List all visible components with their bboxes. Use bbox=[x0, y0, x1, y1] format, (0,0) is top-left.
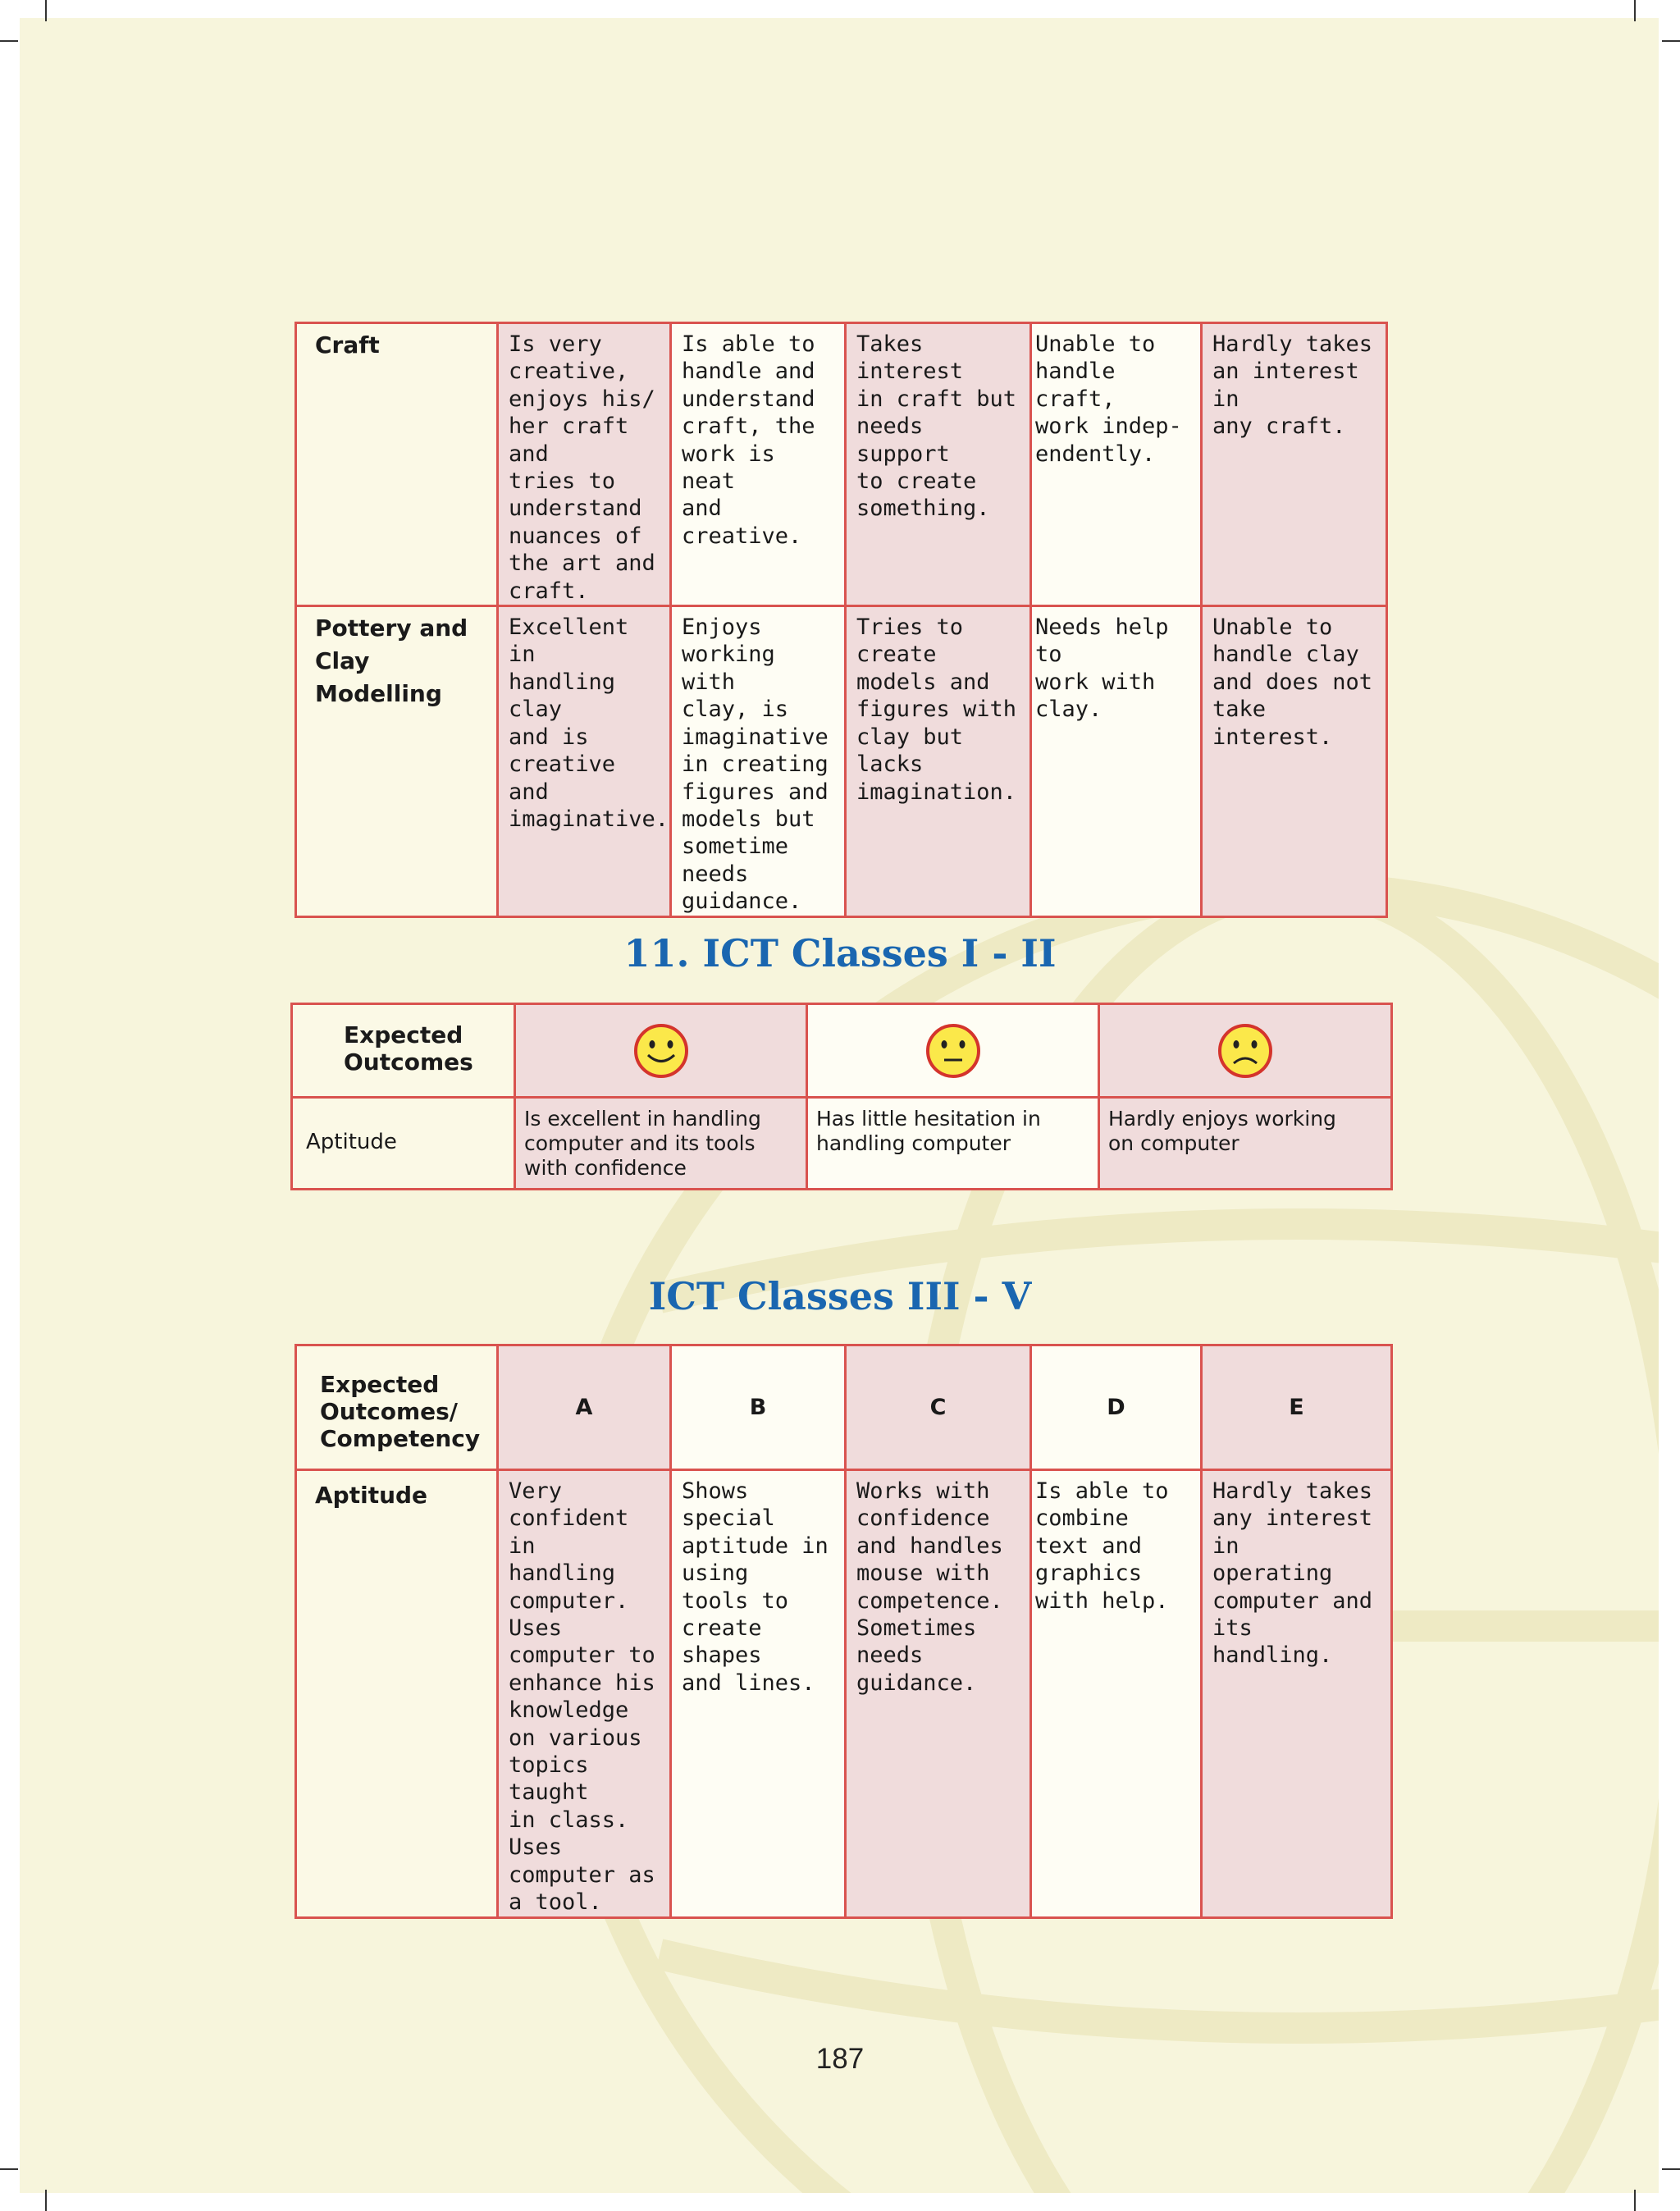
table-header-row bbox=[292, 1004, 1392, 1098]
cell-text: Unable to handle clay and does not take interest. bbox=[1212, 614, 1373, 750]
cell-text: Is very creative, enjoys his/ her craft and tries to understand nuances of the art and craft. bbox=[509, 331, 655, 604]
cell-text: Works with confidence and handles mouse with competence. Sometimes needs guidance. bbox=[856, 1478, 1003, 1696]
grade-a-header: A bbox=[498, 1345, 671, 1470]
row-label-cell bbox=[296, 323, 498, 606]
table-row bbox=[292, 1098, 1392, 1190]
cell-text: Tries to create models and figures with clay but lacks imagination. bbox=[856, 614, 1017, 805]
table-header-row bbox=[296, 1345, 1392, 1470]
grade-c-header: C bbox=[846, 1345, 1031, 1470]
table-cell bbox=[1202, 606, 1387, 916]
row-label: Craft bbox=[315, 331, 380, 359]
table-cell bbox=[1202, 1470, 1392, 1918]
cell-text: Is excellent in handling computer and its tools with confidence bbox=[524, 1107, 761, 1180]
grade-d-header: D bbox=[1031, 1345, 1202, 1470]
cell-text: Shows special aptitude in using tools to create shapes and lines. bbox=[682, 1478, 829, 1696]
cell-text: Needs help to work with clay. bbox=[1035, 614, 1169, 723]
table-cell bbox=[1031, 1470, 1202, 1918]
row-label: Aptitude bbox=[306, 1130, 397, 1154]
table-cell bbox=[1202, 323, 1387, 606]
table-cell bbox=[671, 606, 846, 916]
section-title-ict-1-2: 11. ICT Classes I - II bbox=[623, 931, 1057, 975]
cell-text: Very confident in handling computer. Uses computer to enhance his knowledge on various topics taught in class. Uses computer as a tool. bbox=[509, 1478, 655, 1916]
row-label: Aptitude bbox=[315, 1482, 428, 1509]
row-label-cell bbox=[296, 606, 498, 916]
table-cell bbox=[671, 323, 846, 606]
section-title-ict-3-5: ICT Classes III - V bbox=[648, 1274, 1032, 1318]
cell-text: Excellent in handling clay and is creative and imaginative. bbox=[509, 614, 669, 832]
ict-3-5-table bbox=[294, 1344, 1393, 1919]
page-number: 187 bbox=[815, 2043, 865, 2075]
table-cell bbox=[498, 323, 671, 606]
header-label-cell bbox=[296, 1345, 498, 1470]
cell-text: Enjoys working with clay, is imaginative in creating figures and models but sometime needs guidance. bbox=[682, 614, 829, 915]
header-label-cell bbox=[292, 1004, 515, 1098]
table-cell bbox=[1099, 1098, 1392, 1190]
face-cell bbox=[1099, 1004, 1392, 1098]
row-label-cell bbox=[296, 1470, 498, 1918]
table-cell bbox=[846, 323, 1031, 606]
table-cell bbox=[498, 606, 671, 916]
cell-text: Hardly takes any interest in operating computer and its handling. bbox=[1212, 1478, 1373, 1669]
craft-assessment-table bbox=[294, 322, 1388, 918]
sad-face-icon bbox=[1217, 1022, 1274, 1080]
header-label: Expected Outcomes/ Competency bbox=[320, 1371, 481, 1452]
table-row bbox=[296, 606, 1387, 916]
face-cell bbox=[515, 1004, 807, 1098]
table-row bbox=[296, 323, 1387, 606]
face-cell bbox=[807, 1004, 1099, 1098]
table-cell bbox=[671, 1470, 846, 1918]
table-cell bbox=[1031, 323, 1202, 606]
cell-text: Hardly enjoys working on computer bbox=[1108, 1107, 1336, 1155]
cell-text: Unable to handle craft, work indep- endently. bbox=[1035, 331, 1182, 467]
grade-e-header: E bbox=[1202, 1345, 1392, 1470]
table-cell bbox=[498, 1470, 671, 1918]
row-label: Pottery and Clay Modelling bbox=[315, 614, 468, 708]
table-row bbox=[296, 1470, 1392, 1918]
table-cell bbox=[807, 1098, 1099, 1190]
cell-text: Has little hesitation in handling computer bbox=[816, 1107, 1041, 1155]
table-cell bbox=[846, 1470, 1031, 1918]
header-label: Expected Outcomes bbox=[344, 1021, 473, 1076]
cell-text: Is able to combine text and graphics with help. bbox=[1035, 1478, 1169, 1614]
table-cell bbox=[846, 606, 1031, 916]
neutral-face-icon bbox=[924, 1022, 982, 1080]
cell-text: Is able to handle and understand craft, the work is neat and creative. bbox=[682, 331, 815, 549]
table-cell bbox=[515, 1098, 807, 1190]
table-cell bbox=[1031, 606, 1202, 916]
row-label-cell bbox=[292, 1098, 515, 1190]
ict-1-2-table bbox=[290, 1003, 1393, 1190]
smiling-face-icon bbox=[632, 1022, 690, 1080]
cell-text: Hardly takes an interest in any craft. bbox=[1212, 331, 1373, 440]
cell-text: Takes interest in craft but needs support to create something. bbox=[856, 331, 1017, 522]
grade-b-header: B bbox=[671, 1345, 846, 1470]
